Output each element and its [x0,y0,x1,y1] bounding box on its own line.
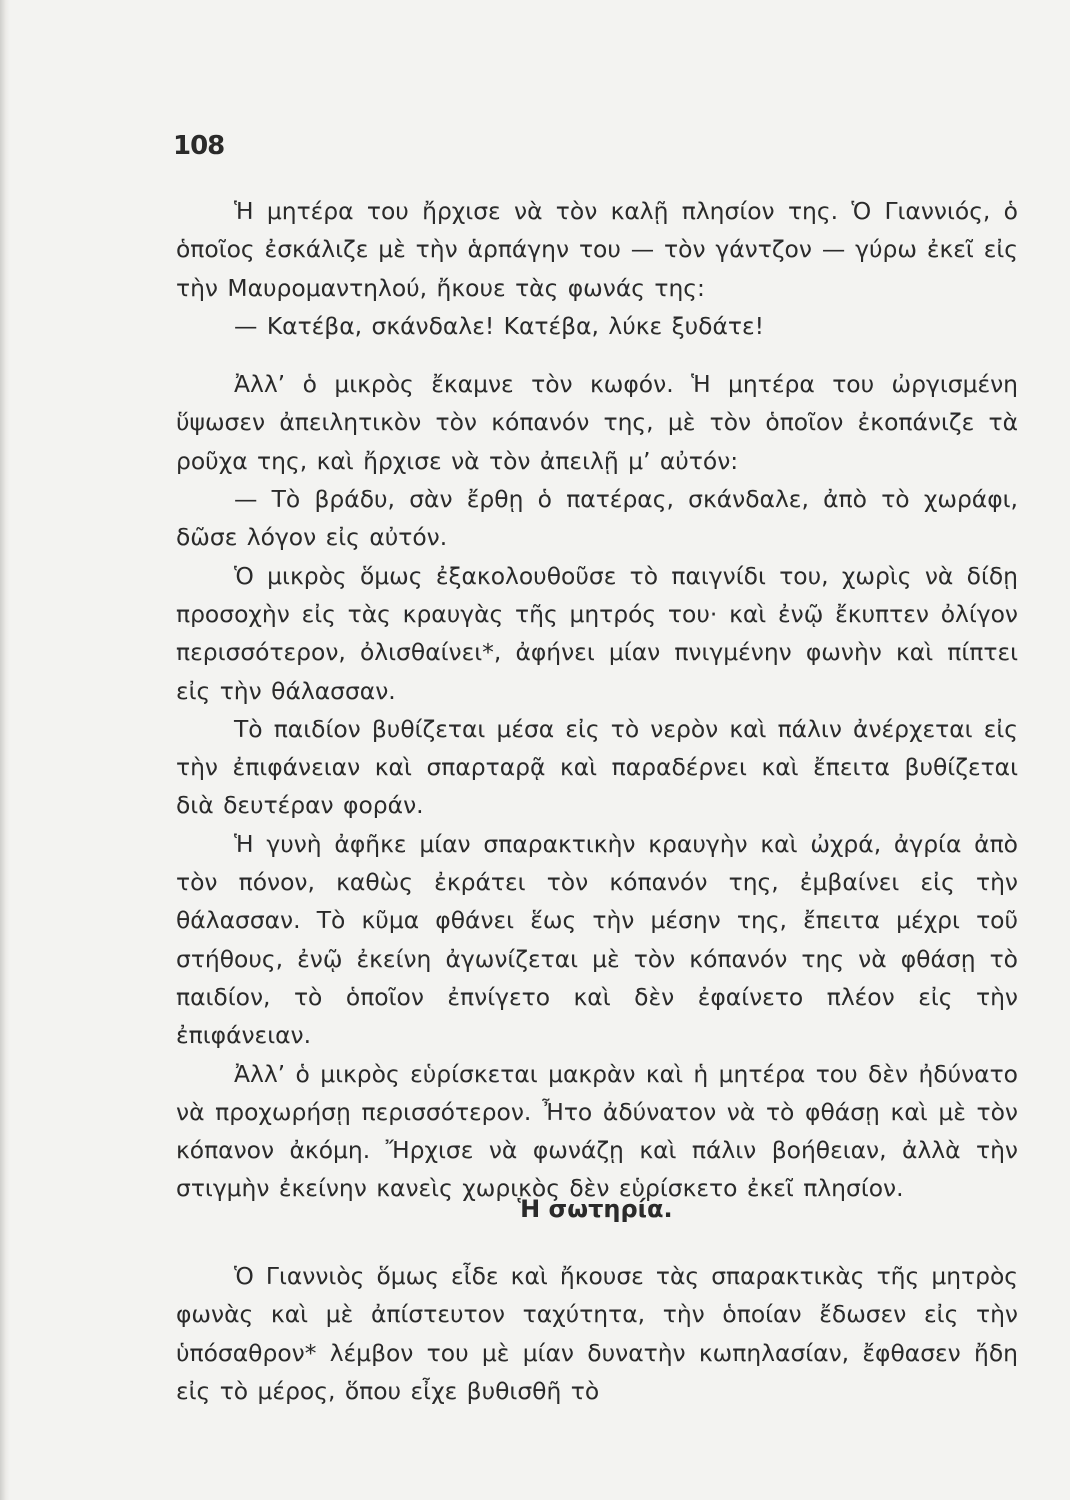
paragraph: — Τὸ βράδυ, σὰν ἔρθῃ ὁ πατέρας, σκάνδαλε, ἀπὸ τὸ χωράφι, δῶσε λόγον εἰς αὐτόν. [176,485,1018,552]
paragraph: Ὁ μικρὸς ὅμως ἐξακολουθοῦσε τὸ παιγνίδι του, χωρὶς νὰ δίδῃ προσοχὴν εἰς τὰς κραυγὰς τῆς μητρός του· καὶ ἐνῷ ἔκυπτεν ὀλίγον περισσότερον, ὀλισθαίνει*, ἀφήνει μίαν πνιγμένην φωνὴν καὶ πίπτει εἰς τὴν θάλασσαν. [176,561,1018,705]
body-text-before-heading [176,192,1018,1208]
paragraph: Ἀλλ’ ὁ μικρὸς ἔκαμνε τὸν κωφόν. Ἡ μητέρα του ὠργισμένη ὕψωσεν ἀπειλητικὸν τὸν κόπανόν της, μὲ τὸν ὁποῖον ἐκοπάνιζε τὰ ροῦχα της, καὶ ἤρχισε νὰ τὸν ἀπειλῇ μ’ αὐτόν: [176,370,1018,475]
paragraph: Ἡ μητέρα του ἤρχισε νὰ τὸν καλῇ πλησίον της. Ὁ Γιαννιός, ὁ ὁποῖος ἐσκάλιζε μὲ τὴν ἁρπάγην του — τὸν γάντζον — γύρω ἐκεῖ εἰς τὴν Μαυρομαντηλού, ἤκουε τὰς φωνάς της: [176,197,1018,302]
page-edge-shadow [0,0,10,1500]
page-number: 108 [173,131,225,161]
paragraph: — Κατέβα, σκάνδαλε! Κατέβα, λύκε ξυδάτε! [234,311,764,340]
body-text-after-heading [176,1257,1018,1410]
paragraph: Ἡ γυνὴ ἀφῆκε μίαν σπαρακτικὴν κραυγὴν καὶ ὠχρά, ἀγρία ἀπὸ τὸν πόνον, καθὼς ἐκράτει τὸν κόπανόν της, ἐμβαίνει εἰς τὴν θάλασσαν. Τὸ κῦμα φθάνει ἕως τὴν μέσην της, ἔπειτα μέχρι τοῦ στήθους, ἐνῷ ἐκείνη ἀγωνίζεται μὲ τὸν κόπανόν της νὰ φθάσῃ τὸ παιδίον, τὸ ὁποῖον ἐπνίγετο καὶ δὲν ἐφαίνετο πλέον εἰς τὴν ἐπιφάνειαν. [176,829,1018,1050]
paragraph: Ἀλλ’ ὁ μικρὸς εὑρίσκεται μακρὰν καὶ ἡ μητέρα του δὲν ἠδύνατο νὰ προχωρήσῃ περισσότερον. Ἦτο ἀδύνατον νὰ τὸ φθάσῃ καὶ μὲ τὸν κόπανον ἀκόμη. Ἤρχισε νὰ φωνάζῃ καὶ πάλιν βοήθειαν, ἀλλὰ τὴν στιγμὴν ἐκείνην κανεὶς χωρικὸς δὲν εὑρίσκετο ἐκεῖ πλησίον. [176,1059,1018,1203]
paragraph: Ὁ Γιαννιὸς ὅμως εἶδε καὶ ἤκουσε τὰς σπαρακτικὰς τῆς μητρὸς φωνὰς καὶ μὲ ἀπίστευτον ταχύτητα, τὴν ὁποίαν ἔδωσεν εἰς τὴν ὑπόσαθρον* λέμβον του μὲ μίαν δυνατὴν κωπηλασίαν, ἔφθασεν ἤδη εἰς τὸ μέρος, ὅπου εἶχε βυθισθῆ τὸ [176,1262,1018,1405]
section-heading: Ἡ σωτηρία. [517,1195,673,1223]
paragraph: Τὸ παιδίον βυθίζεται μέσα εἰς τὸ νερὸν καὶ πάλιν ἀνέρχεται εἰς τὴν ἐπιφάνειαν καὶ σπαρταρᾷ καὶ παραδέρνει καὶ ἔπειτα βυθίζεται διὰ δευτέραν φοράν. [176,714,1018,820]
